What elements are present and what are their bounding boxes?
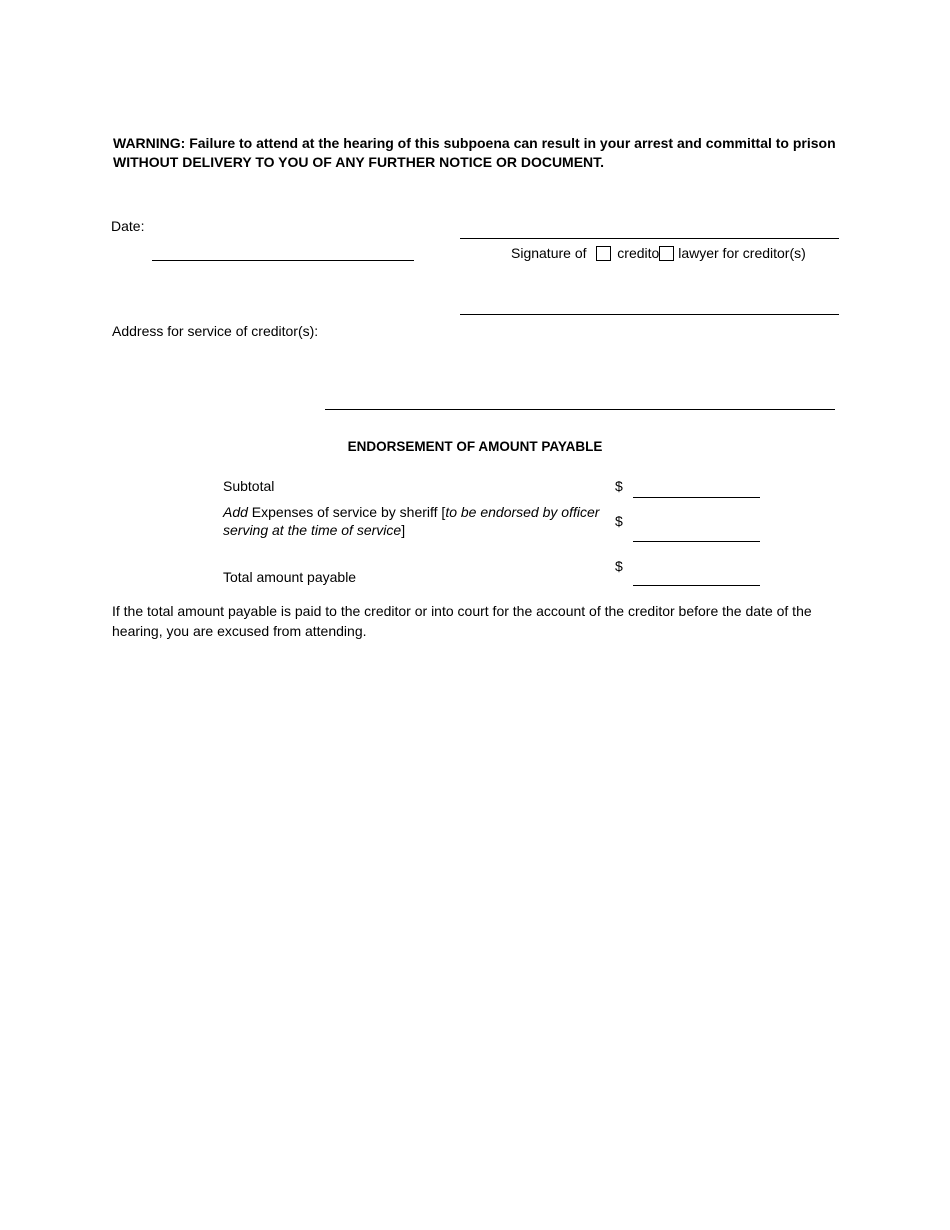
- address-field-line[interactable]: [325, 409, 835, 410]
- expenses-add-text: Add: [223, 504, 248, 520]
- signature-name-line[interactable]: [460, 314, 839, 315]
- total-currency: $: [615, 558, 623, 574]
- total-field-line[interactable]: [633, 585, 760, 586]
- endorsement-heading: ENDORSEMENT OF AMOUNT PAYABLE: [347, 439, 603, 454]
- address-label: Address for service of creditor(s):: [112, 323, 319, 339]
- signature-of-row: [511, 244, 806, 262]
- date-field-line[interactable]: [152, 260, 414, 261]
- lawyer-option-label: lawyer for creditor(s): [678, 245, 806, 261]
- expenses-label: [223, 503, 603, 539]
- creditor-option-label: credito: [617, 245, 660, 261]
- expenses-field-line[interactable]: [633, 541, 760, 542]
- subtotal-field-line[interactable]: [633, 497, 760, 498]
- signature-line[interactable]: [460, 238, 839, 239]
- date-label: Date:: [111, 218, 145, 234]
- excused-notice: If the total amount payable is paid to the creditor or into court for the account of the creditor before the date of the hearing, you are excused from attending.: [112, 603, 812, 639]
- lawyer-checkbox[interactable]: [659, 246, 674, 261]
- subtotal-label: Subtotal: [223, 478, 275, 494]
- creditor-checkbox[interactable]: [596, 246, 611, 261]
- expenses-currency: $: [615, 513, 623, 529]
- subtotal-currency: $: [615, 478, 623, 494]
- warning-notice: [113, 134, 848, 172]
- warning-text: WARNING: Failure to attend at the hearing of this subpoena can result in your arrest and committal to prison: [113, 135, 836, 151]
- warning-caps-text: WITHOUT DELIVERY TO YOU OF ANY FURTHER NOTICE OR DOCUMENT.: [113, 154, 605, 170]
- total-label: Total amount payable: [223, 569, 357, 585]
- expenses-text: Expenses of service by sheriff [: [247, 504, 446, 520]
- signature-of-label: Signature of: [511, 245, 587, 261]
- expenses-italic-text: to be endorsed by officer serving at the time of service: [223, 504, 600, 538]
- expenses-close-bracket: ]: [401, 522, 406, 538]
